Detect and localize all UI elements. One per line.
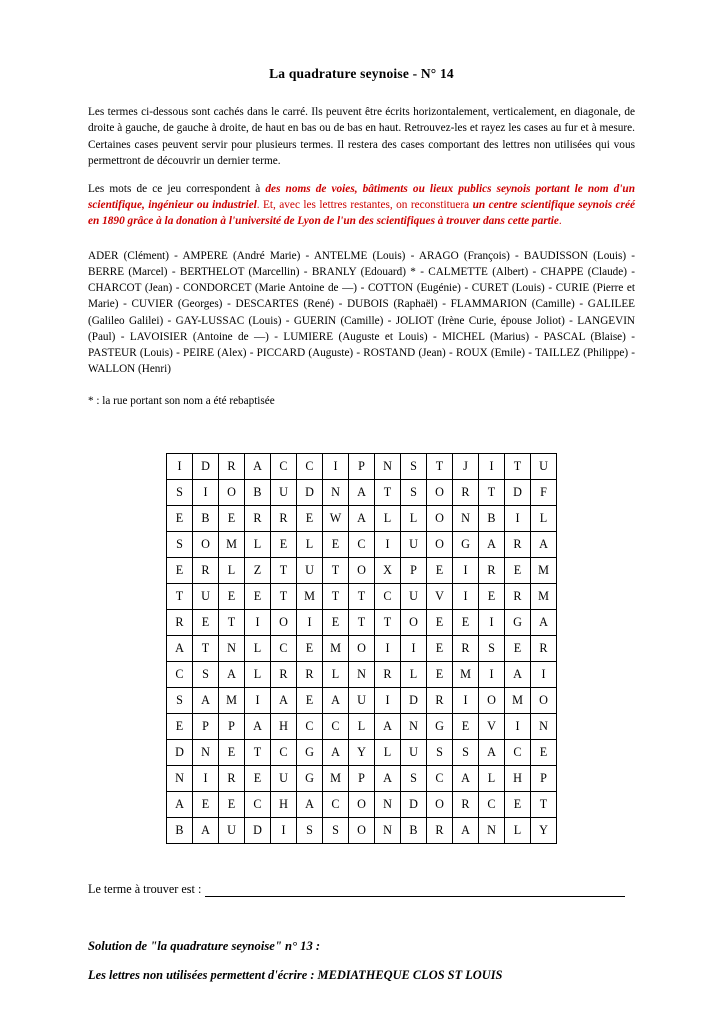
grid-cell[interactable]: E <box>219 584 245 610</box>
grid-cell[interactable]: U <box>531 454 557 480</box>
grid-row <box>167 454 557 480</box>
grid-cell[interactable]: O <box>219 480 245 506</box>
grid-row <box>167 662 557 688</box>
grid-cell[interactable]: L <box>245 636 271 662</box>
grid-cell[interactable]: L <box>375 506 401 532</box>
grid-cell[interactable]: R <box>479 558 505 584</box>
grid-cell[interactable]: C <box>323 792 349 818</box>
grid-cell[interactable]: E <box>297 636 323 662</box>
clue-emphasis-2: un centre scientifique seynois créé en 1890 grâce à la donation à l'université de Lyon de l'un des scientifiques à trouver dans cette partie <box>88 198 635 228</box>
grid-cell[interactable]: I <box>453 584 479 610</box>
grid-cell[interactable]: H <box>505 766 531 792</box>
grid-cell[interactable]: N <box>479 818 505 844</box>
grid-cell[interactable]: E <box>219 740 245 766</box>
grid-cell[interactable]: A <box>297 792 323 818</box>
grid-cell[interactable]: A <box>219 662 245 688</box>
grid-cell[interactable]: I <box>193 766 219 792</box>
grid-cell[interactable]: T <box>375 480 401 506</box>
grid-cell[interactable]: M <box>323 766 349 792</box>
grid-cell[interactable]: U <box>271 766 297 792</box>
grid-cell[interactable]: L <box>375 740 401 766</box>
grid-cell[interactable]: I <box>193 480 219 506</box>
grid-cell[interactable]: E <box>167 714 193 740</box>
grid-cell[interactable]: I <box>375 688 401 714</box>
grid-cell[interactable]: C <box>297 454 323 480</box>
grid-cell[interactable]: A <box>193 818 219 844</box>
grid-cell[interactable]: O <box>349 636 375 662</box>
grid-cell[interactable]: R <box>297 662 323 688</box>
grid-cell[interactable]: N <box>323 480 349 506</box>
grid-cell[interactable]: E <box>193 792 219 818</box>
grid-cell[interactable]: B <box>245 480 271 506</box>
grid-cell[interactable]: D <box>193 454 219 480</box>
grid-cell[interactable]: T <box>505 454 531 480</box>
grid-cell[interactable]: O <box>349 792 375 818</box>
grid-cell[interactable]: E <box>453 610 479 636</box>
grid-cell[interactable]: S <box>167 688 193 714</box>
grid-cell[interactable]: P <box>219 714 245 740</box>
clue-middle: . Et, avec les lettres restantes, on reconstituera <box>256 198 473 211</box>
grid-cell[interactable]: C <box>375 584 401 610</box>
grid-cell[interactable]: T <box>193 636 219 662</box>
grid-cell[interactable]: I <box>297 610 323 636</box>
grid-cell[interactable]: Y <box>349 740 375 766</box>
grid-row <box>167 766 557 792</box>
grid-cell[interactable]: I <box>245 688 271 714</box>
grid-cell[interactable]: B <box>401 818 427 844</box>
grid-cell[interactable]: U <box>193 584 219 610</box>
grid-cell[interactable]: E <box>323 610 349 636</box>
word-list: ADER (Clément) - AMPERE (André Marie) - ANTELME (Louis) - ARAGO (François) - BAUDISSON (Louis) - BERRE (Marcel) - BERTHELOT (Marcellin) - BRANLY (Edouard) * - CALMETTE (Albert) - CHAPPE (Claude) - CHARCOT (Jean) - CONDORCET (Marie Antoine de —) - COTTON (Eugénie) - CURET (Louis) - CURIE (Pierre et Marie) - CUVIER (Georges) - DESCARTES (René) - DUBOIS (Raphaël) - FLAMMARION (Camille) - GALILEE (Galileo Galilei) - GAY-LUSSAC (Louis) - GUERIN (Camille) - JOLIOT (Irène Curie, épouse Joliot) - LANGEVIN (Paul) - LAVOISIER (Antoine de —) - LUMIERE (Auguste et Louis) - MICHEL (Marius) - PASCAL (Blaise) - PASTEUR (Louis) - PEIRE (Alex) - PICCARD (Auguste) - ROSTAND (Jean) - ROUX (Emile) - TAILLEZ (Philippe) - WALLON (Henri) <box>88 249 635 376</box>
grid-cell[interactable]: A <box>479 740 505 766</box>
grid-cell[interactable]: A <box>167 636 193 662</box>
grid-cell[interactable]: A <box>531 532 557 558</box>
grid-cell[interactable]: D <box>401 688 427 714</box>
grid-cell[interactable]: S <box>479 636 505 662</box>
grid-cell[interactable]: L <box>401 662 427 688</box>
grid-cell[interactable]: I <box>479 662 505 688</box>
grid-cell[interactable]: L <box>323 662 349 688</box>
grid-cell[interactable]: S <box>427 740 453 766</box>
grid-cell[interactable]: E <box>219 506 245 532</box>
grid-cell[interactable]: A <box>453 818 479 844</box>
grid-cell[interactable]: O <box>349 818 375 844</box>
grid-cell[interactable]: R <box>245 506 271 532</box>
grid-cell[interactable]: L <box>349 714 375 740</box>
grid-cell[interactable]: R <box>453 792 479 818</box>
grid-cell[interactable]: O <box>427 506 453 532</box>
grid-cell[interactable]: I <box>375 532 401 558</box>
answer-label: Le terme à trouver est : <box>88 882 202 897</box>
grid-cell[interactable]: R <box>531 636 557 662</box>
grid-cell[interactable]: I <box>271 818 297 844</box>
grid-cell[interactable]: I <box>505 714 531 740</box>
grid-cell[interactable]: O <box>401 610 427 636</box>
grid-cell[interactable]: C <box>167 662 193 688</box>
grid-cell[interactable]: M <box>531 558 557 584</box>
grid-cell[interactable]: G <box>297 740 323 766</box>
grid-cell[interactable]: T <box>323 584 349 610</box>
grid-cell[interactable]: A <box>245 454 271 480</box>
grid-cell[interactable]: R <box>193 558 219 584</box>
grid-cell[interactable]: O <box>479 688 505 714</box>
grid-cell[interactable]: E <box>245 766 271 792</box>
grid-cell[interactable]: J <box>453 454 479 480</box>
grid-cell[interactable]: L <box>219 558 245 584</box>
grid-cell[interactable]: C <box>427 766 453 792</box>
grid-cell[interactable]: D <box>505 480 531 506</box>
grid-cell[interactable]: U <box>401 740 427 766</box>
solution-text: Les lettres non utilisées permettent d'écrire : MEDIATHEQUE CLOS ST LOUIS <box>88 968 503 983</box>
grid-cell[interactable]: A <box>505 662 531 688</box>
grid-cell[interactable]: Y <box>531 818 557 844</box>
grid-row <box>167 714 557 740</box>
grid-cell[interactable]: C <box>349 532 375 558</box>
grid-cell[interactable]: N <box>193 740 219 766</box>
grid-cell[interactable]: A <box>193 688 219 714</box>
intro-paragraph: Les termes ci-dessous sont cachés dans le carré. Ils peuvent être écrits horizontalement, verticalement, en diagonale, de droite à gauche, de gauche à droite, de haut en bas ou de bas en haut. Retrouvez-les et rayez les cases au fur et à mesure. Certaines cases peuvent servir pour plusieurs termes. Il restera des cases comportant des lettres non utilisées qui vous permettront de découvrir un dernier terme. <box>88 106 635 168</box>
grid-cell[interactable]: Z <box>245 558 271 584</box>
grid-row <box>167 506 557 532</box>
grid-cell[interactable]: I <box>375 636 401 662</box>
grid-cell[interactable]: R <box>219 454 245 480</box>
grid-cell[interactable]: N <box>401 714 427 740</box>
grid-cell[interactable]: V <box>427 584 453 610</box>
grid-cell[interactable]: C <box>479 792 505 818</box>
grid-cell[interactable]: W <box>323 506 349 532</box>
grid-cell[interactable]: S <box>401 766 427 792</box>
grid-cell[interactable]: E <box>271 532 297 558</box>
grid-row <box>167 688 557 714</box>
grid-row <box>167 740 557 766</box>
grid-cell[interactable]: L <box>401 506 427 532</box>
grid-cell[interactable]: R <box>167 610 193 636</box>
grid-cell[interactable]: R <box>505 532 531 558</box>
grid-cell[interactable]: N <box>375 792 401 818</box>
grid-cell[interactable]: A <box>323 740 349 766</box>
grid-cell[interactable]: A <box>349 506 375 532</box>
grid-cell[interactable]: R <box>427 818 453 844</box>
grid-cell[interactable]: U <box>271 480 297 506</box>
grid-cell[interactable]: T <box>271 584 297 610</box>
page-title: La quadrature seynoise - N° 14 <box>269 66 454 81</box>
grid-row <box>167 818 557 844</box>
grid-cell[interactable]: E <box>427 636 453 662</box>
grid-cell[interactable]: O <box>349 558 375 584</box>
grid-cell[interactable]: M <box>453 662 479 688</box>
grid-cell[interactable]: H <box>271 792 297 818</box>
grid-cell[interactable]: E <box>323 532 349 558</box>
grid-cell[interactable]: M <box>219 688 245 714</box>
grid-cell[interactable]: T <box>479 480 505 506</box>
grid-cell[interactable]: N <box>349 662 375 688</box>
grid-cell[interactable]: O <box>427 792 453 818</box>
grid-cell[interactable]: X <box>375 558 401 584</box>
grid-cell[interactable]: B <box>193 506 219 532</box>
grid-cell[interactable]: P <box>349 454 375 480</box>
grid-cell[interactable]: U <box>401 584 427 610</box>
grid-cell[interactable]: R <box>271 506 297 532</box>
grid-cell[interactable]: N <box>375 454 401 480</box>
grid-cell[interactable]: A <box>349 480 375 506</box>
grid-cell[interactable]: N <box>531 714 557 740</box>
grid-cell[interactable]: O <box>427 480 453 506</box>
grid-cell[interactable]: U <box>297 558 323 584</box>
grid-cell[interactable]: E <box>427 662 453 688</box>
grid-cell[interactable]: D <box>245 818 271 844</box>
grid-cell[interactable]: S <box>167 480 193 506</box>
grid-cell[interactable]: A <box>271 688 297 714</box>
grid-cell[interactable]: G <box>505 610 531 636</box>
solution-title: Solution de "la quadrature seynoise" n° 13 : <box>88 939 321 954</box>
grid-cell[interactable]: P <box>531 766 557 792</box>
grid-cell[interactable]: F <box>531 480 557 506</box>
word-search-grid <box>166 453 557 844</box>
clue-lead: Les mots de ce jeu correspondent à <box>88 182 266 195</box>
grid-cell[interactable]: E <box>427 558 453 584</box>
grid-cell[interactable]: C <box>245 792 271 818</box>
grid-cell[interactable]: V <box>479 714 505 740</box>
grid-cell[interactable]: O <box>427 532 453 558</box>
grid-cell[interactable]: C <box>271 740 297 766</box>
grid-row <box>167 636 557 662</box>
grid-cell[interactable]: U <box>349 688 375 714</box>
grid-cell[interactable]: A <box>167 792 193 818</box>
grid-cell[interactable]: I <box>167 454 193 480</box>
grid-cell[interactable]: T <box>531 792 557 818</box>
grid-cell[interactable]: E <box>167 506 193 532</box>
grid-cell[interactable]: T <box>375 610 401 636</box>
grid-cell[interactable]: N <box>167 766 193 792</box>
grid-cell[interactable]: N <box>219 636 245 662</box>
grid-cell[interactable]: S <box>297 818 323 844</box>
grid-cell[interactable]: A <box>375 714 401 740</box>
grid-cell[interactable]: E <box>297 688 323 714</box>
grid-cell[interactable]: R <box>505 584 531 610</box>
grid-cell[interactable]: G <box>427 714 453 740</box>
grid-cell[interactable]: U <box>219 818 245 844</box>
grid-cell[interactable]: S <box>401 454 427 480</box>
clue-emphasis-1: des noms de voies, bâtiments ou lieux publics seynois portant le nom d'un scientifique, ingénieur ou industriel <box>88 182 635 211</box>
grid-cell[interactable]: A <box>375 766 401 792</box>
grid-cell[interactable]: D <box>167 740 193 766</box>
grid-cell[interactable]: I <box>531 662 557 688</box>
grid-cell[interactable]: B <box>479 506 505 532</box>
grid-cell[interactable]: H <box>271 714 297 740</box>
grid-row <box>167 480 557 506</box>
grid-cell[interactable]: L <box>245 532 271 558</box>
grid-cell[interactable]: A <box>479 532 505 558</box>
grid-cell[interactable]: I <box>323 454 349 480</box>
grid-cell[interactable]: A <box>323 688 349 714</box>
grid-cell[interactable]: E <box>531 740 557 766</box>
grid-cell[interactable]: A <box>531 610 557 636</box>
grid-cell[interactable]: C <box>323 714 349 740</box>
grid-cell[interactable]: M <box>505 688 531 714</box>
grid-cell[interactable]: E <box>453 714 479 740</box>
grid-cell[interactable]: M <box>531 584 557 610</box>
grid-cell[interactable]: L <box>531 506 557 532</box>
grid-cell[interactable]: I <box>453 558 479 584</box>
grid-cell[interactable]: P <box>349 766 375 792</box>
grid-cell[interactable]: E <box>427 610 453 636</box>
grid-cell[interactable]: S <box>323 818 349 844</box>
grid-cell[interactable]: D <box>297 480 323 506</box>
grid-cell[interactable]: U <box>401 532 427 558</box>
grid-cell[interactable]: E <box>219 792 245 818</box>
grid-cell[interactable]: E <box>245 584 271 610</box>
grid-cell[interactable]: I <box>245 610 271 636</box>
word-search-grid-wrapper <box>88 453 635 844</box>
grid-cell[interactable]: T <box>349 584 375 610</box>
grid-cell[interactable]: C <box>505 740 531 766</box>
grid-cell[interactable]: I <box>453 688 479 714</box>
grid-cell[interactable]: I <box>505 506 531 532</box>
grid-cell[interactable]: A <box>245 714 271 740</box>
footnote: * : la rue portant son nom a été rebaptisée <box>88 394 275 407</box>
grid-cell[interactable]: C <box>297 714 323 740</box>
grid-cell[interactable]: B <box>167 818 193 844</box>
grid-cell[interactable]: S <box>453 740 479 766</box>
clue-paragraph <box>88 181 635 230</box>
grid-cell[interactable]: E <box>505 636 531 662</box>
grid-cell[interactable]: T <box>219 610 245 636</box>
grid-cell[interactable]: M <box>219 532 245 558</box>
grid-cell[interactable]: D <box>401 792 427 818</box>
grid-row <box>167 792 557 818</box>
grid-cell[interactable]: E <box>193 610 219 636</box>
answer-blank[interactable] <box>205 883 625 897</box>
grid-cell[interactable]: R <box>219 766 245 792</box>
grid-cell[interactable]: R <box>453 480 479 506</box>
grid-row <box>167 610 557 636</box>
answer-line <box>88 882 635 897</box>
grid-cell[interactable]: E <box>505 792 531 818</box>
grid-cell[interactable]: T <box>427 454 453 480</box>
grid-cell[interactable]: C <box>271 636 297 662</box>
grid-cell[interactable]: R <box>453 636 479 662</box>
grid-cell[interactable]: T <box>245 740 271 766</box>
grid-cell[interactable]: M <box>297 584 323 610</box>
grid-cell[interactable]: E <box>297 506 323 532</box>
grid-cell[interactable]: C <box>271 454 297 480</box>
grid-cell[interactable]: S <box>167 532 193 558</box>
grid-row <box>167 584 557 610</box>
grid-cell[interactable]: R <box>271 662 297 688</box>
grid-row <box>167 532 557 558</box>
grid-cell[interactable]: T <box>349 610 375 636</box>
grid-cell[interactable]: G <box>297 766 323 792</box>
grid-cell[interactable]: E <box>505 558 531 584</box>
grid-cell[interactable]: R <box>427 688 453 714</box>
grid-cell[interactable]: O <box>193 532 219 558</box>
grid-cell[interactable]: P <box>193 714 219 740</box>
grid-cell[interactable]: A <box>453 766 479 792</box>
grid-cell[interactable]: L <box>297 532 323 558</box>
grid-cell[interactable]: T <box>271 558 297 584</box>
grid-cell[interactable]: T <box>323 558 349 584</box>
grid-cell[interactable]: R <box>375 662 401 688</box>
grid-cell[interactable]: E <box>167 558 193 584</box>
grid-cell[interactable]: T <box>167 584 193 610</box>
grid-cell[interactable]: L <box>245 662 271 688</box>
clue-end: . <box>558 215 562 228</box>
grid-cell[interactable]: N <box>375 818 401 844</box>
grid-cell[interactable]: O <box>271 610 297 636</box>
grid-cell[interactable]: N <box>453 506 479 532</box>
grid-cell[interactable]: L <box>479 766 505 792</box>
grid-cell[interactable]: G <box>453 532 479 558</box>
grid-cell[interactable]: L <box>505 818 531 844</box>
grid-cell[interactable]: P <box>401 558 427 584</box>
grid-cell[interactable]: I <box>401 636 427 662</box>
grid-cell[interactable]: I <box>479 454 505 480</box>
grid-cell[interactable]: I <box>479 610 505 636</box>
grid-cell[interactable]: E <box>479 584 505 610</box>
grid-cell[interactable]: M <box>323 636 349 662</box>
grid-cell[interactable]: S <box>401 480 427 506</box>
grid-row <box>167 558 557 584</box>
grid-cell[interactable]: S <box>193 662 219 688</box>
grid-cell[interactable]: O <box>531 688 557 714</box>
